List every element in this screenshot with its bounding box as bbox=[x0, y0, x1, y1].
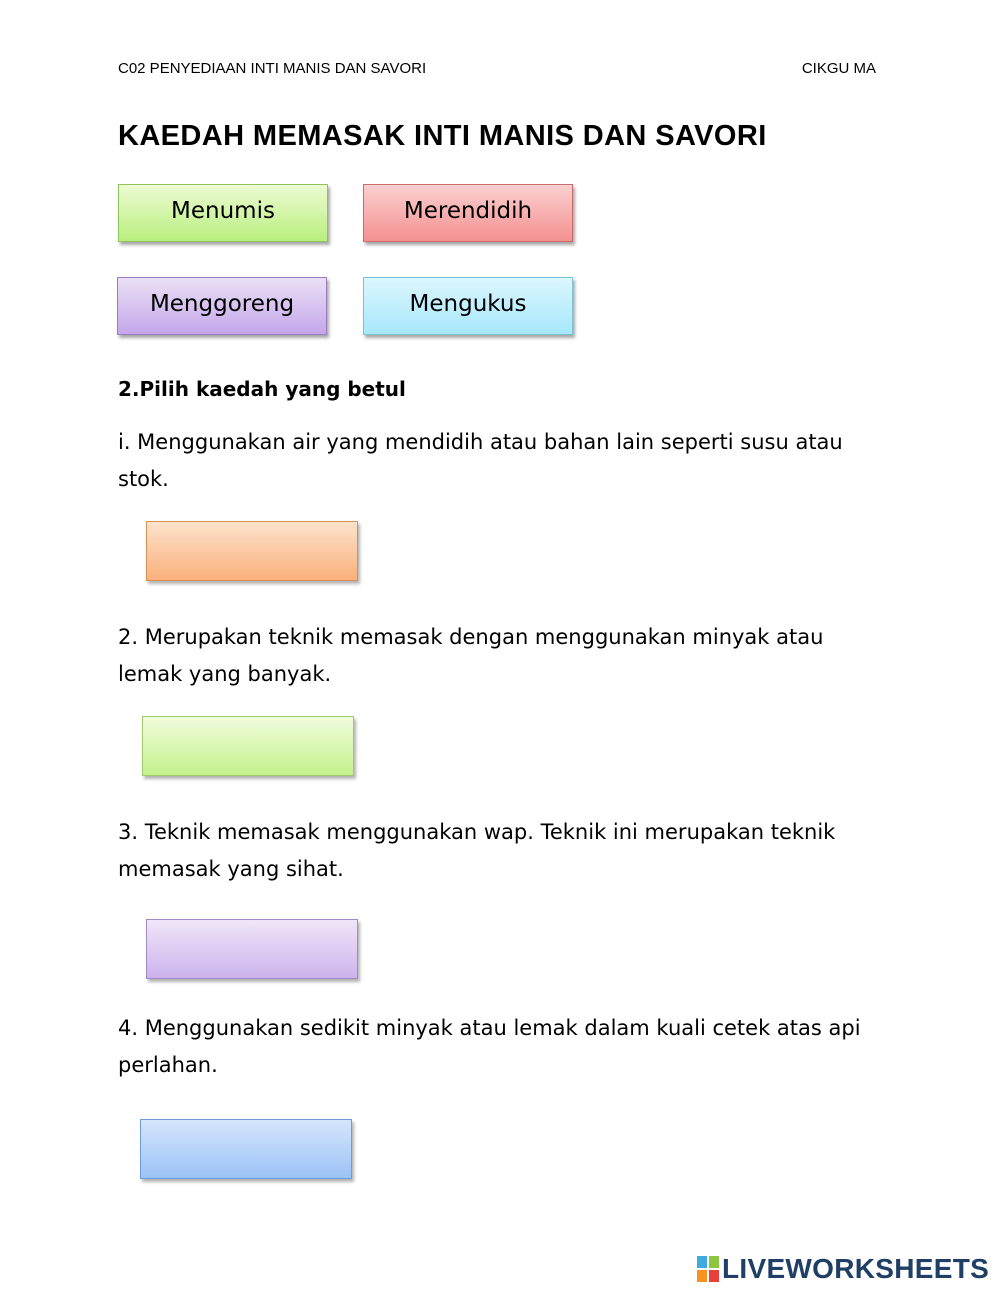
question-4-text: 4. Menggunakan sedikit minyak atau lemak dalam kuali cetek atas api perlahan. bbox=[118, 1016, 861, 1077]
answer-box-2[interactable] bbox=[142, 716, 354, 776]
question-1-text: i. Menggunakan air yang mendidih atau bahan lain seperti susu atau stok. bbox=[118, 430, 843, 491]
header-left-text: C02 PENYEDIAAN INTI MANIS DAN SAVORI bbox=[118, 60, 427, 77]
answer-box-3[interactable] bbox=[146, 919, 358, 979]
question-2-text: 2. Merupakan teknik memasak dengan menggunakan minyak atau lemak yang banyak. bbox=[118, 625, 824, 686]
option-merendidih[interactable]: Merendidih bbox=[363, 184, 573, 242]
option-mengukus[interactable]: Mengukus bbox=[363, 277, 573, 335]
answer-box-1[interactable] bbox=[146, 521, 358, 581]
worksheet-title: KAEDAH MEMASAK INTI MANIS DAN SAVORI bbox=[118, 120, 767, 152]
answer-box-4[interactable] bbox=[140, 1119, 352, 1179]
liveworksheets-logo-icon bbox=[697, 1256, 719, 1282]
option-menumis[interactable]: Menumis bbox=[118, 184, 328, 242]
question-3-text: 3. Teknik memasak menggunakan wap. Teknik ini merupakan teknik memasak yang sihat. bbox=[118, 820, 836, 881]
liveworksheets-brand[interactable] bbox=[697, 1253, 989, 1285]
option-menggoreng[interactable]: Menggoreng bbox=[117, 277, 327, 335]
instruction-text: 2.Pilih kaedah yang betul bbox=[118, 377, 406, 401]
brand-text: LIVEWORKSHEETS bbox=[722, 1253, 990, 1284]
header-right-text: CIKGU MA bbox=[801, 60, 876, 77]
